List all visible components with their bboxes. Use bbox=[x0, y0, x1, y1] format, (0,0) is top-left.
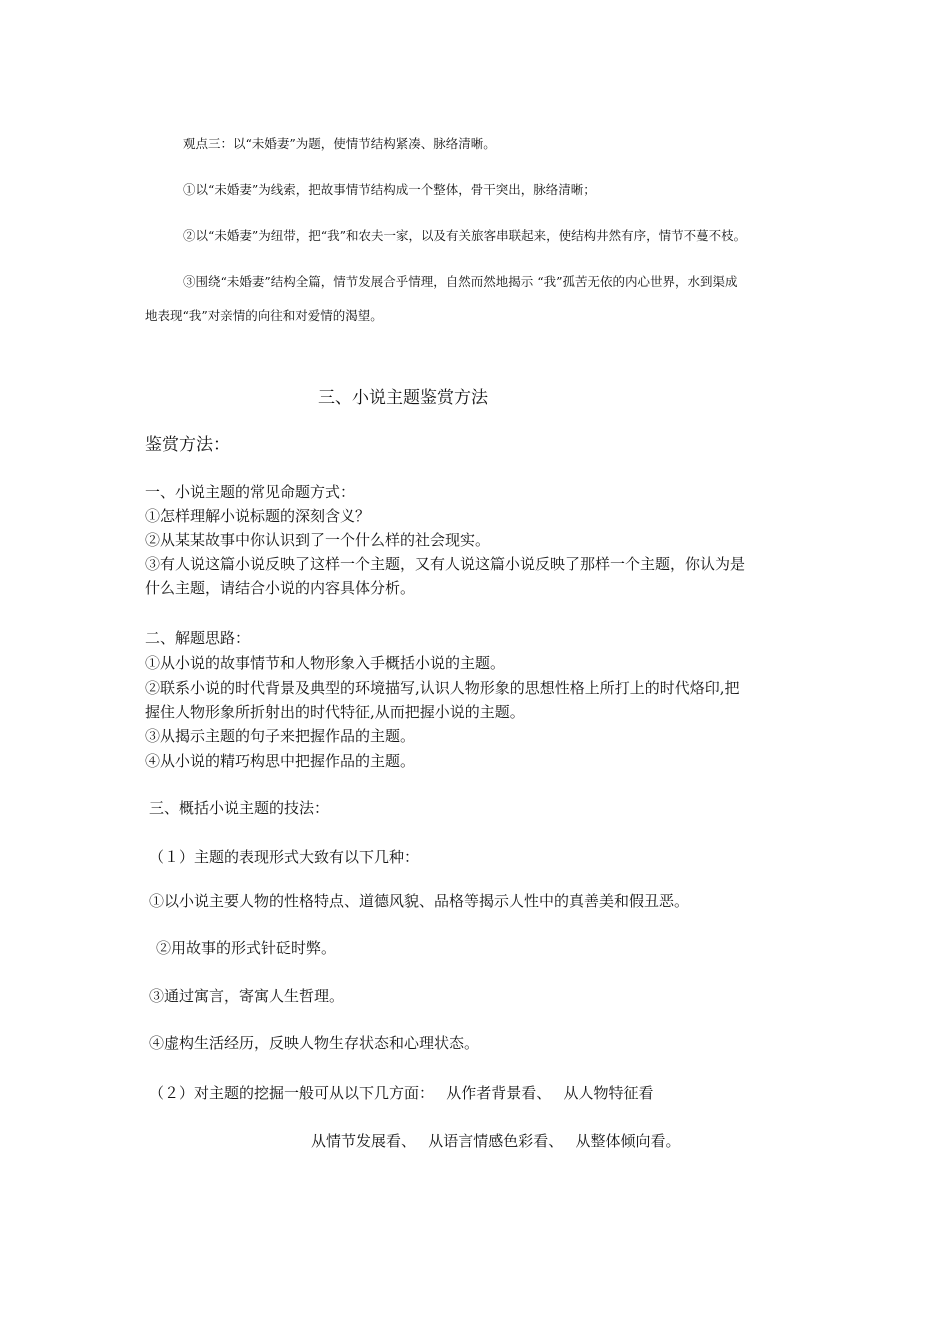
part2-item: ④从小说的精巧构思中把握作品的主题。 bbox=[145, 752, 416, 770]
viewpoint3-heading: 观点三：以“未婚妻”为题，使情节结构紧凑、脉络清晰。 bbox=[183, 136, 496, 151]
part3-sub1-item: ④虚构生活经历，反映人物生存状态和心理状态。 bbox=[149, 1034, 480, 1052]
viewpoint3-point2: ②以“未婚妻”为纽带，把“我”和农夫一家，以及有关旅客串联起来，使结构井然有序，情节不蔓不枝。 bbox=[183, 228, 747, 243]
part1-item: ②从某某故事中你认识到了一个什么样的社会现实。 bbox=[145, 531, 491, 549]
part3-sub1-item: ②用故事的形式针砭时弊。 bbox=[156, 939, 337, 957]
viewpoint3-point3-line2: 地表现“我”对亲情的向往和对爱情的渴望。 bbox=[145, 308, 383, 323]
section-title: 三、小说主题鉴赏方法 bbox=[318, 388, 488, 408]
part2-item: 握住人物形象所折射出的时代特征,从而把握小说的主题。 bbox=[145, 703, 525, 721]
part1-item: ①怎样理解小说标题的深刻含义？ bbox=[145, 507, 371, 525]
part1-item: ③有人说这篇小说反映了这样一个主题，又有人说这篇小说反映了那样一个主题，你认为是 bbox=[145, 555, 746, 573]
part2-item: ③从揭示主题的句子来把握作品的主题。 bbox=[145, 727, 416, 745]
viewpoint3-point3-line1: ③围绕“未婚妻”结构全篇，情节发展合乎情理，自然而然地揭示 “我”孤苦无依的内心世界，水到渠成 bbox=[183, 274, 738, 289]
part3-sub2-line2: 从情节发展看、 从语言情感色彩看、 从整体倾向看。 bbox=[311, 1132, 681, 1150]
part3-sub1-heading: （１）主题的表现形式大致有以下几种： bbox=[149, 848, 420, 866]
part3-sub1-item: ①以小说主要人物的性格特点、道德风貌、品格等揭示人性中的真善美和假丑恶。 bbox=[149, 892, 690, 910]
part1-heading: 一、小说主题的常见命题方式： bbox=[145, 483, 356, 501]
part3-heading: 三、概括小说主题的技法： bbox=[149, 799, 330, 817]
part1-item: 什么主题，请结合小说的内容具体分析。 bbox=[145, 579, 416, 597]
part3-sub1-item: ③通过寓言，寄寓人生哲理。 bbox=[149, 987, 345, 1005]
part2-item: ①从小说的故事情节和人物形象入手概括小说的主题。 bbox=[145, 654, 506, 672]
viewpoint3-point1: ①以“未婚妻”为线索，把故事情节结构成一个整体，骨干突出，脉络清晰； bbox=[183, 182, 596, 197]
section-subtitle: 鉴赏方法： bbox=[145, 435, 230, 455]
part3-sub2-line1: （２）对主题的挖掘一般可从以下几方面： 从作者背景看、 从人物特征看 bbox=[149, 1084, 654, 1102]
part2-item: ②联系小说的时代背景及典型的环境描写,认识人物形象的思想性格上所打上的时代烙印,把 bbox=[145, 679, 740, 697]
part2-heading: 二、解题思路： bbox=[145, 629, 251, 647]
